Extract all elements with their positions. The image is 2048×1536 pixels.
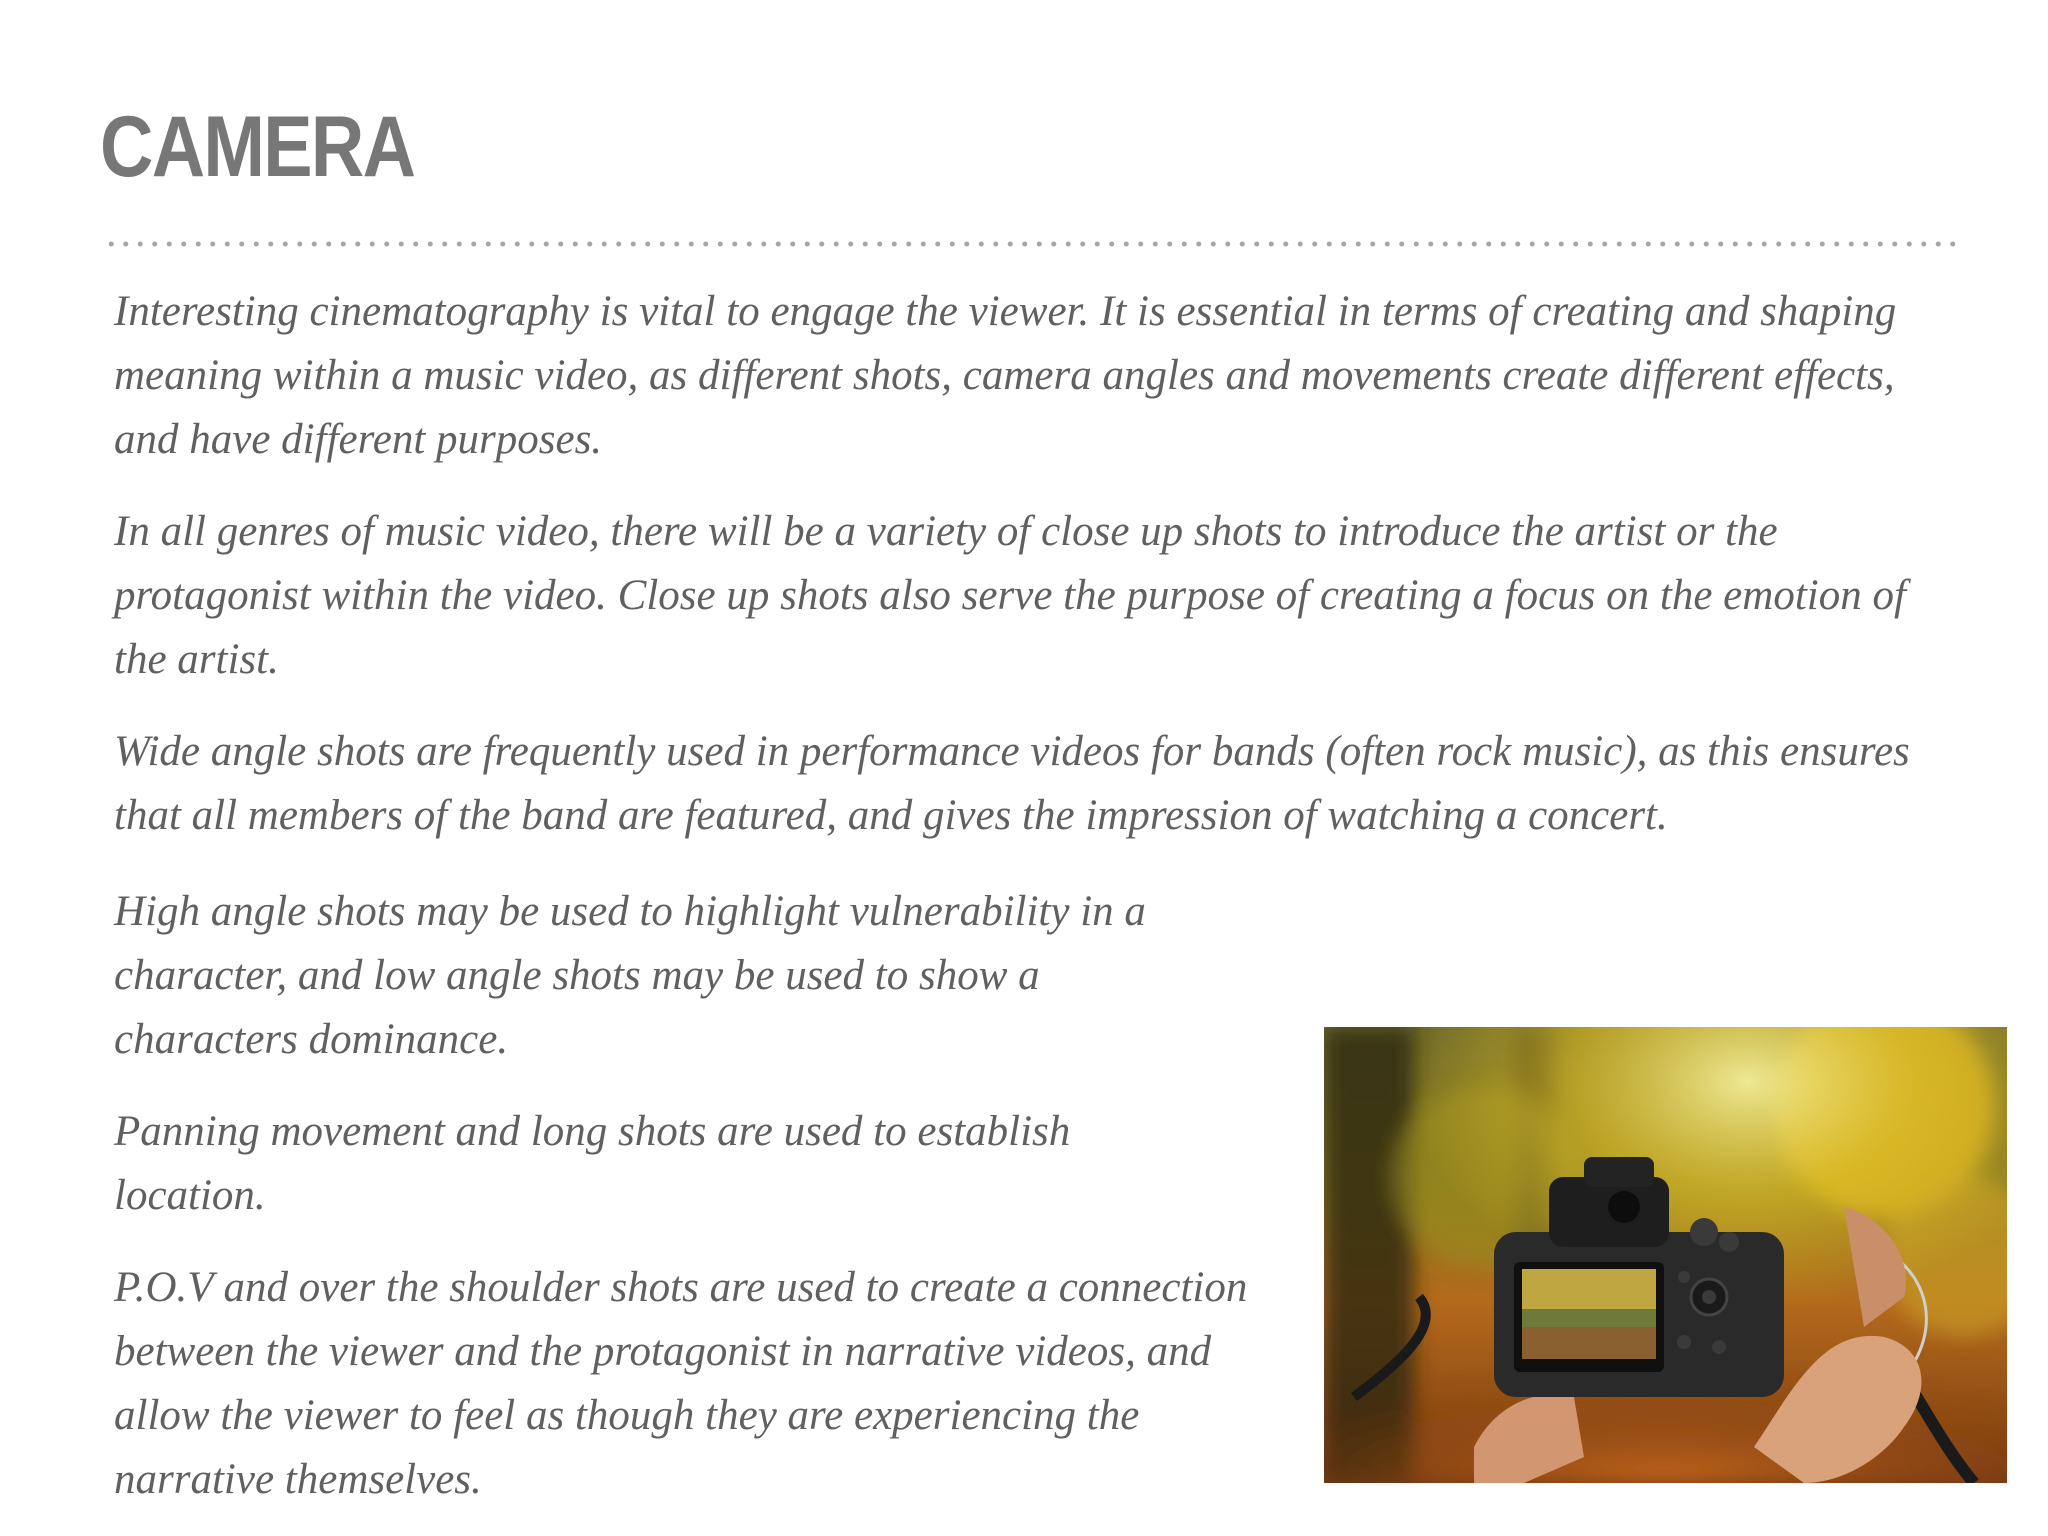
camera-photo-illustration (1324, 1027, 2007, 1483)
camera-photo (1324, 1027, 2007, 1483)
paragraph-high-low-angle: High angle shots may be used to highlight vulnerability in a character, and low angle shots may be used to show a characters dominance. (114, 888, 1146, 1063)
dotted-divider (104, 240, 1960, 248)
paragraph-pov-over-shoulder: P.O.V and over the shoulder shots are used to create a connection between the viewer and the protagonist in narrative videos, and allow the viewer to feel as though they are experiencing the narrative themselves. (114, 1264, 1248, 1503)
paragraph-close-up-shots: In all genres of music video, there will be a variety of close up shots to introduce the artist or the protagonist within the video. Close up shots also serve the purpose of creating a focus on the emotion of the artist. (114, 508, 1906, 683)
paragraph-wide-angle-shots: Wide angle shots are frequently used in performance videos for bands (often rock music), as this ensures that all members of the band are featured, and gives the impression of watching a concert. (114, 728, 1910, 839)
paragraph-cinematography: Interesting cinematography is vital to engage the viewer. It is essential in terms of creating and shaping meaning within a music video, as different shots, camera angles and movements create different effects, and have different purposes. (114, 288, 1897, 463)
slide-title: CAMERA (100, 99, 415, 195)
paragraph-panning: Panning movement and long shots are used to establish location. (114, 1108, 1071, 1219)
